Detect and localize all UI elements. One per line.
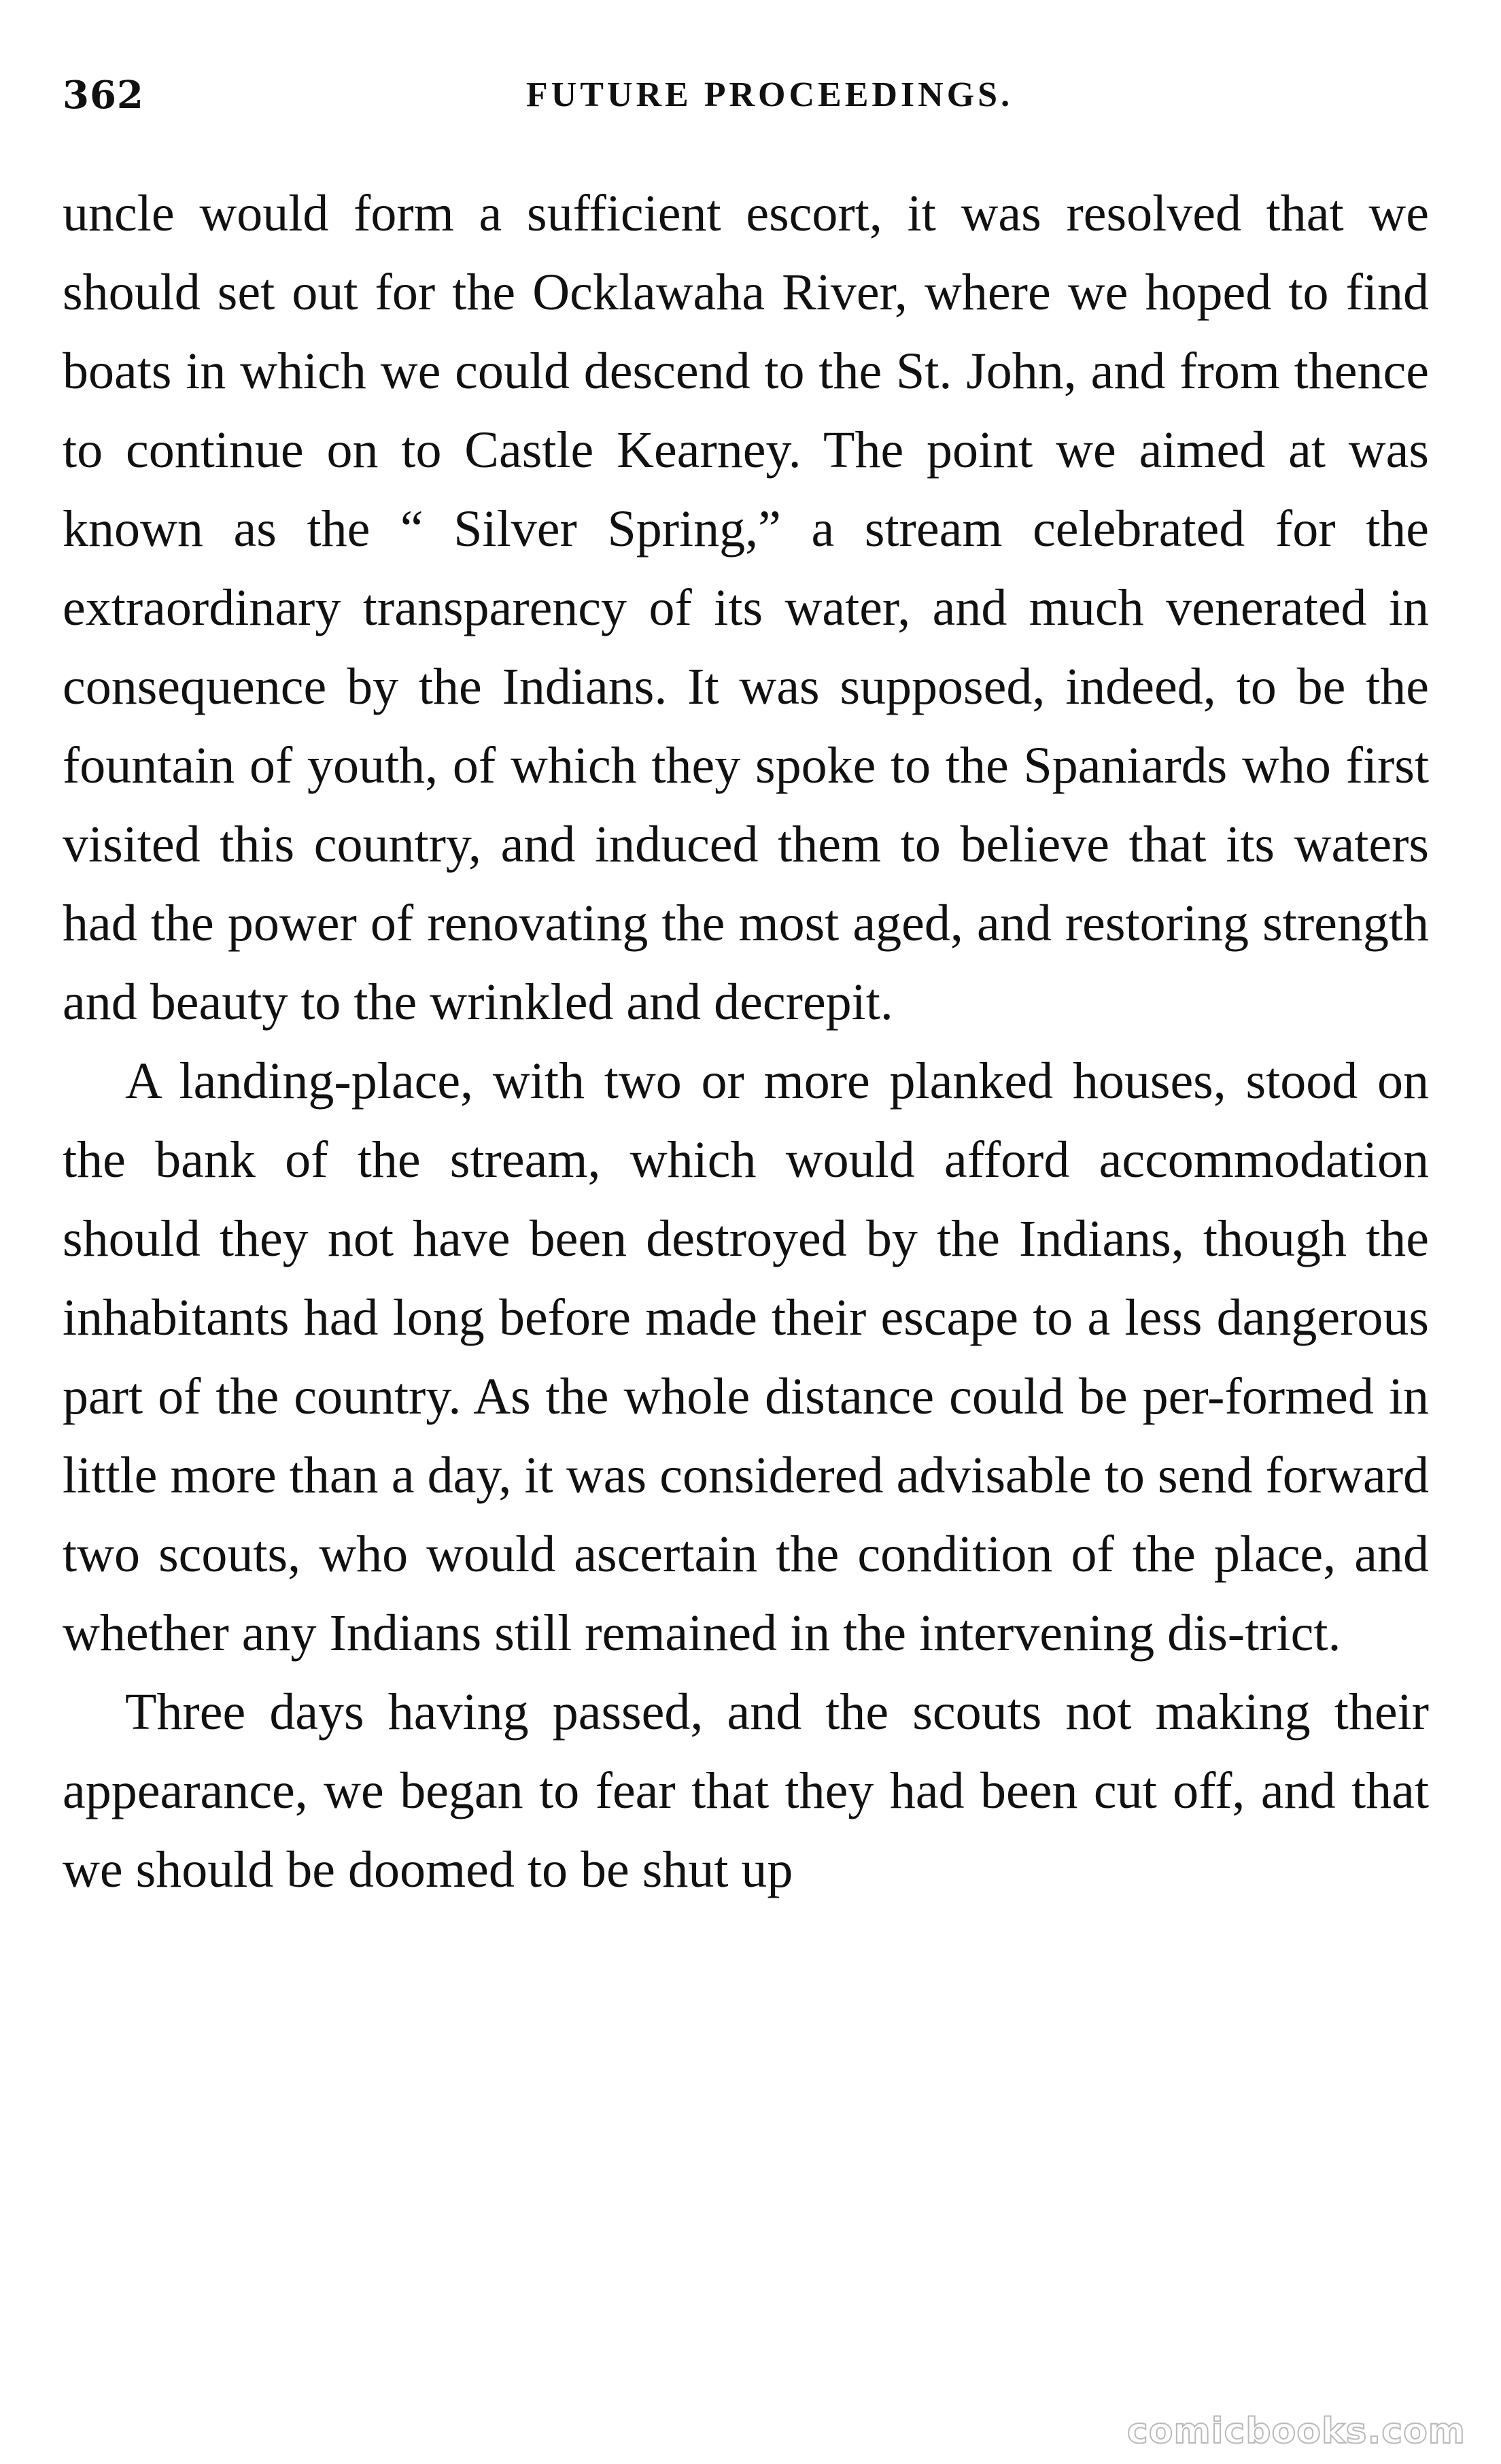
page-header xyxy=(63,68,1429,122)
body-text xyxy=(63,174,1429,1909)
paragraph-1: uncle would form a sufficient escort, it was resolved that we should set out for the Ocklawaha River, where we hoped to find boats in which we could descend to the St. John, and from thence to continue on to Castle Kearney. The point we aimed at was known as the “ Silver Spring,” a stream celebrated for the extraordinary transparency of its water, and much venerated in consequence by the Indians. It was supposed, indeed, to be the fountain of youth, of which they spoke to the Spaniards who first visited this country, and induced them to believe that its waters had the power of renovating the most aged, and restoring strength and beauty to the wrinkled and decrepit. xyxy=(63,185,1429,1031)
running-head: FUTURE PROCEEDINGS. xyxy=(525,75,1014,114)
page-number: 362 xyxy=(63,73,144,118)
watermark: comicbooks.com xyxy=(1126,2411,1466,2452)
paragraph-3: Three days having passed, and the scouts not making their appearance, we began to fear that they had been cut off, and that we should be doomed to be shut up xyxy=(63,1683,1429,1898)
paragraph-2: A landing-place, with two or more planked houses, stood on the bank of the stream, which would afford accommodation should they not have been destroyed by the Indians, though the inhabitants had long before made their escape to a less dangerous part of the country. As the whole distance could be per-formed in little more than a day, it was considered advisable to send forward two scouts, who would ascertain the condition of the place, and whether any Indians still remained in the intervening dis-trict. xyxy=(63,1053,1429,1662)
